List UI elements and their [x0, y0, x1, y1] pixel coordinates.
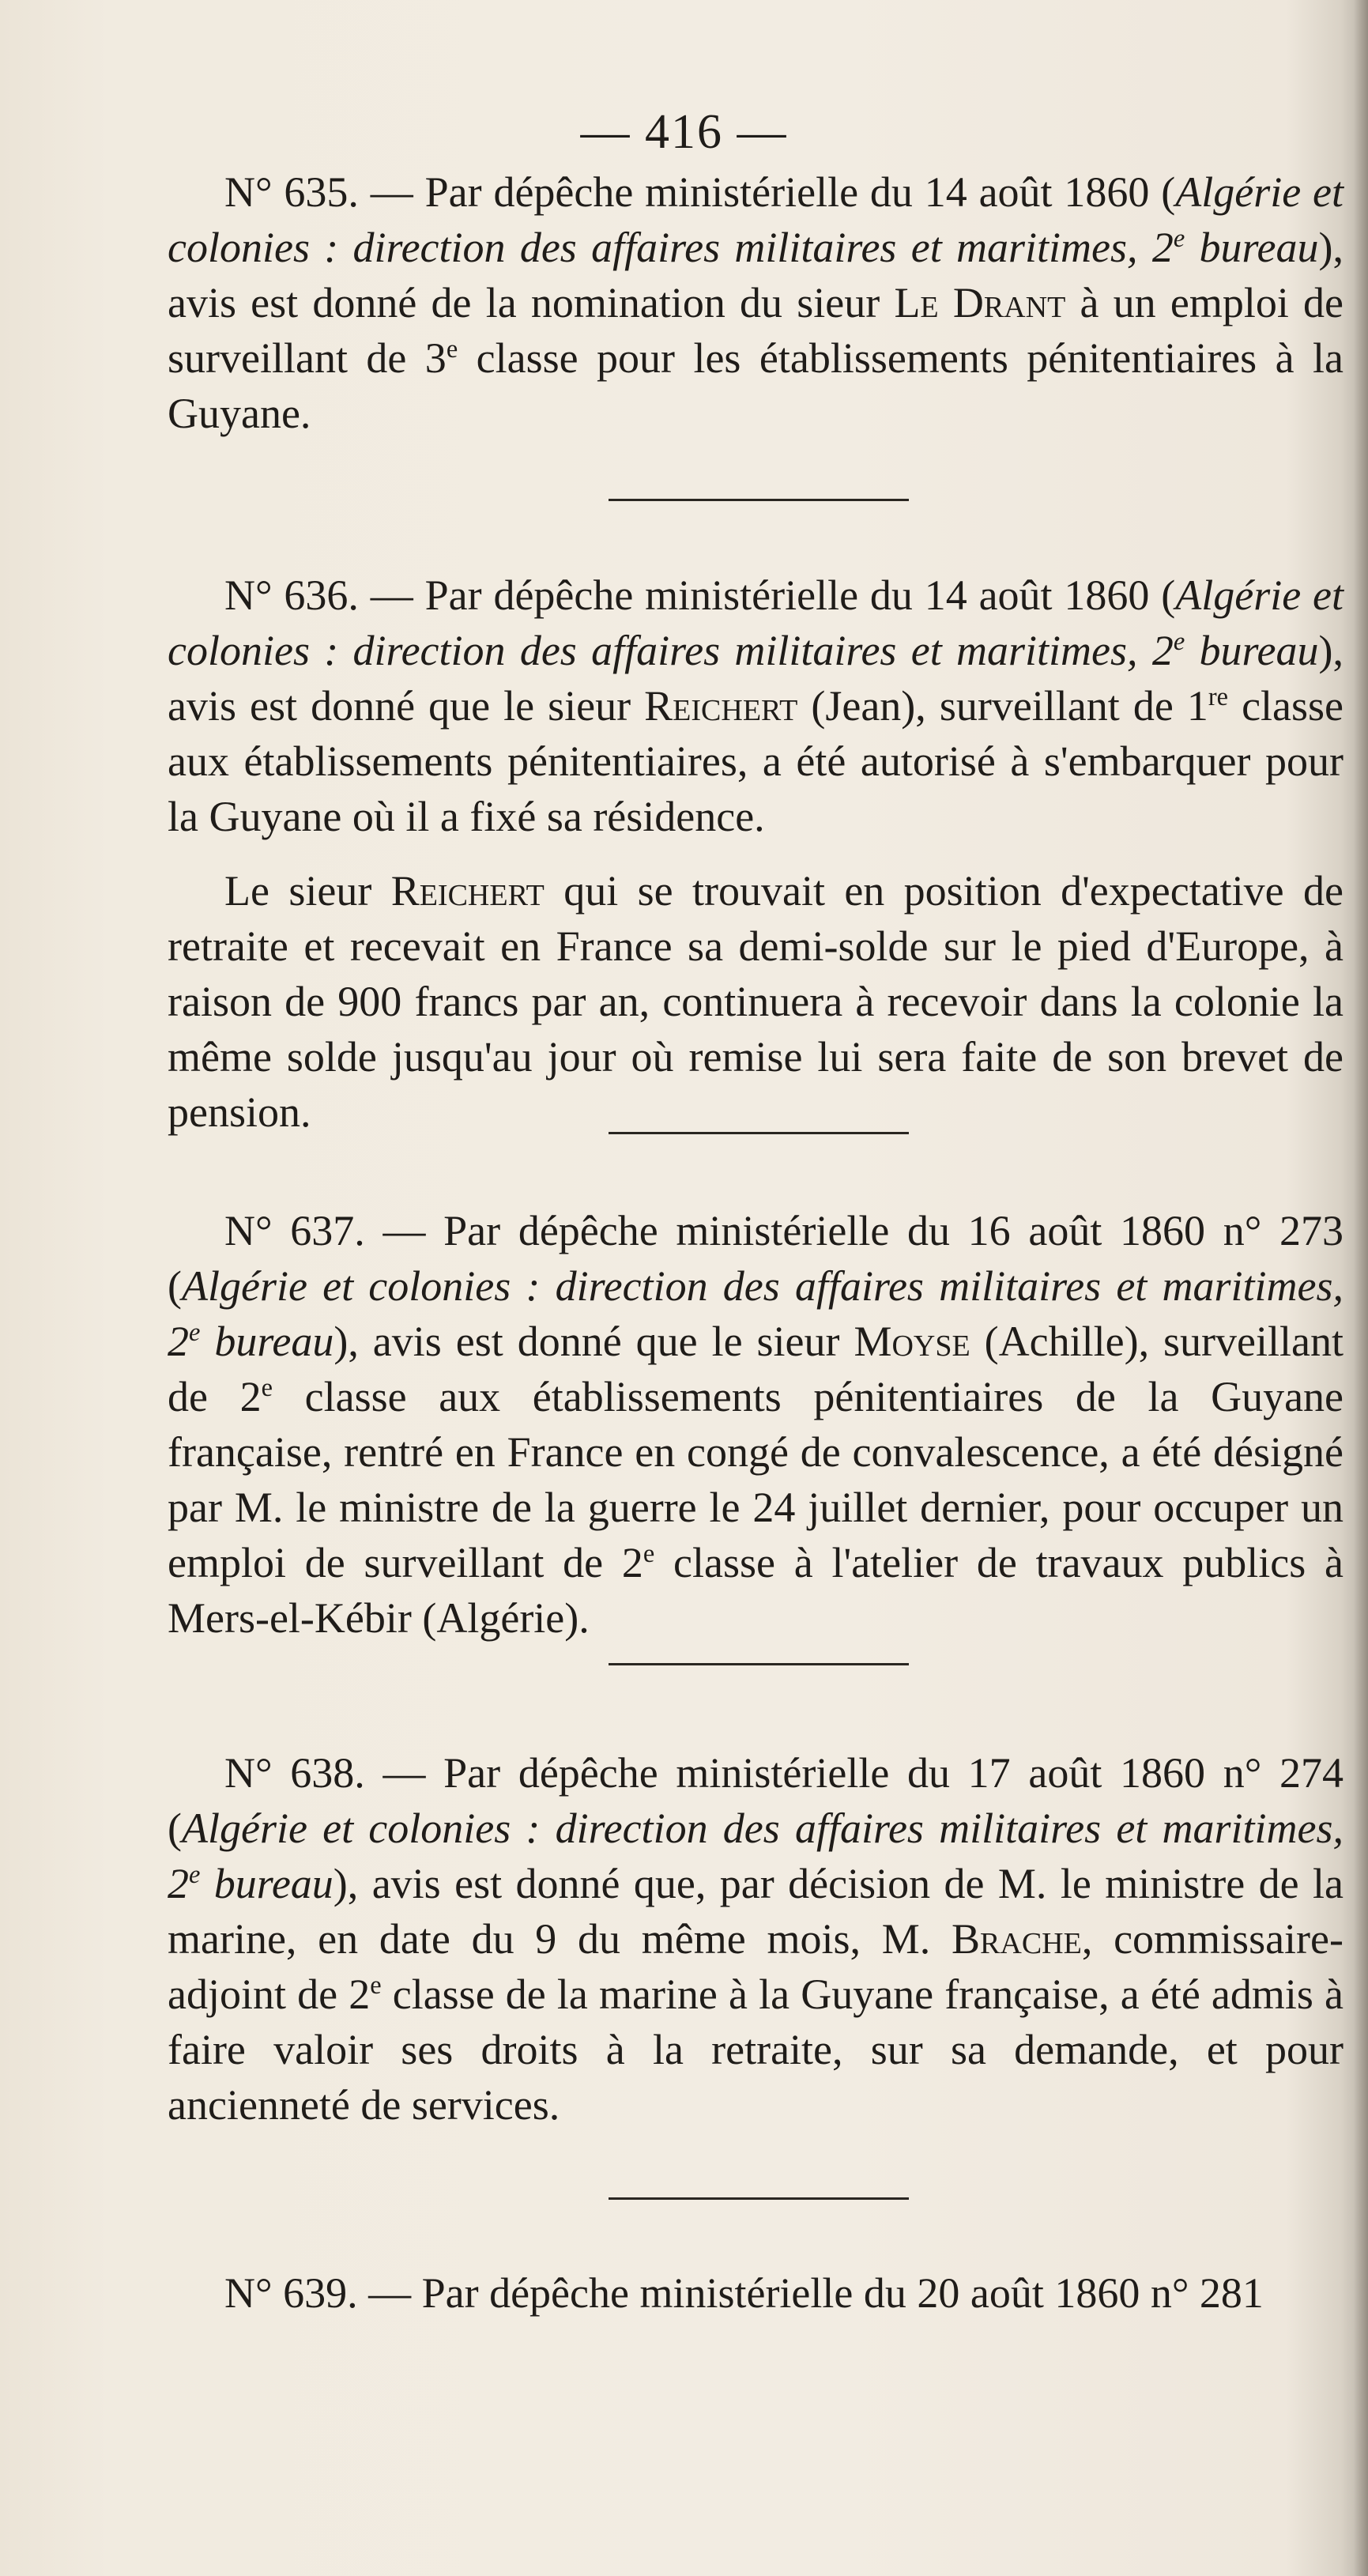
- entry-637: [168, 1203, 1344, 1646]
- entry-paragraph: [168, 863, 1344, 1140]
- italic-text: Algérie et colonies : direction des affaires militaires et maritimes, 2: [168, 1805, 1344, 1907]
- page-edge-shadow: [1354, 0, 1368, 2576]
- italic-text: bureau: [1185, 627, 1319, 674]
- entry-639: [168, 2265, 1344, 2321]
- text-run: Le sieur: [224, 867, 391, 915]
- text-run: ), avis est donné de la nomination du sieur: [168, 224, 1344, 326]
- entry-638: [168, 1745, 1344, 2133]
- text-run: , commissaire-adjoint de 2: [168, 1915, 1344, 2018]
- entry-paragraph: [168, 2265, 1344, 2321]
- entry-635: [168, 164, 1344, 441]
- text-run: e: [261, 1374, 273, 1402]
- text-run: e: [643, 1540, 655, 1568]
- text-run: (Achille), surveillant de 2: [168, 1318, 1344, 1420]
- text-run: N° 635. — Par dépêche ministérielle du 14 août 1860 (: [224, 168, 1176, 216]
- italic-text: e: [1173, 628, 1185, 656]
- person-name: Reichert: [390, 867, 545, 915]
- text-run: ), avis est donné que le sieur: [334, 1318, 854, 1365]
- text-run: N° 638. — Par dépêche ministérielle du 17 août 1860 n° 274 (: [168, 1749, 1344, 1852]
- entry-paragraph: [168, 1745, 1344, 2133]
- text-run: N° 639. — Par dépêche ministérielle du 20 août 1860 n° 281: [224, 2269, 1264, 2317]
- person-name: Brache: [952, 1915, 1082, 1963]
- text-run: qui se trouvait en position d'expectative de retraite et recevait en France sa demi-solde sur le pied d'Europe, à raison de 900 francs par an, continuera à recevoir dans la colonie la même solde jusqu'au jour où remise lui sera faite de son brevet de pension.: [168, 867, 1344, 1136]
- separator-rule: [609, 2197, 909, 2200]
- text-run: classe aux établissements pénitentiaires, a été autorisé à s'embarquer pour la Guyane où il a fixé sa résidence.: [168, 682, 1344, 840]
- text-run: e: [370, 1971, 382, 2000]
- italic-text: e: [189, 1861, 201, 1889]
- entry-paragraph: [168, 568, 1344, 844]
- text-run: N° 636. — Par dépêche ministérielle du 14 août 1860 (: [224, 571, 1176, 619]
- italic-text: Algérie et colonies : direction des affaires militaires et maritimes, 2: [168, 571, 1344, 674]
- italic-text: Algérie et colonies : direction des affaires militaires et maritimes, 2: [168, 1262, 1344, 1365]
- separator-rule: [609, 1132, 909, 1134]
- text-run: N° 637. — Par dépêche ministérielle du 16 août 1860 n° 273 (: [168, 1207, 1344, 1310]
- italic-text: e: [1173, 224, 1185, 253]
- text-run: à un emploi de surveillant de 3: [168, 279, 1344, 382]
- person-name: Moyse: [854, 1318, 970, 1365]
- separator-rule: [609, 1663, 909, 1665]
- italic-text: e: [189, 1318, 201, 1347]
- italic-text: bureau: [1185, 224, 1319, 271]
- text-run: ), avis est donné que, par décision de M. le ministre de la marine, en date du 9 du même mois, M.: [168, 1860, 1344, 1963]
- text-run: re: [1208, 683, 1229, 711]
- italic-text: bureau: [200, 1860, 334, 1907]
- text-run: (Jean), surveillant de 1: [797, 682, 1208, 730]
- text-run: ), avis est donné que le sieur: [168, 627, 1344, 730]
- text-run: classe aux établissements pénitentiaires de la Guyane française, rentré en France en congé de convalescence, a été désigné par M. le ministre de la guerre le 24 juillet dernier, pour occuper un emploi de surveillant de 2: [168, 1373, 1344, 1586]
- italic-text: Algérie et colonies : direction des affaires militaires et maritimes, 2: [168, 168, 1344, 271]
- text-run: e: [446, 335, 458, 364]
- page-number: — 416 —: [580, 105, 788, 159]
- entry-636: [168, 568, 1344, 1140]
- person-name: Le Drant: [894, 279, 1066, 326]
- entry-paragraph: [168, 1203, 1344, 1646]
- entry-paragraph: [168, 164, 1344, 441]
- text-run: classe à l'atelier de travaux publics à Mers-el-Kébir (Algérie).: [168, 1539, 1344, 1642]
- text-run: classe de la marine à la Guyane française, a été admis à faire valoir ses droits à la retraite, sur sa demande, et pour ancienneté de services.: [168, 1971, 1344, 2129]
- person-name: Reichert: [644, 682, 798, 730]
- italic-text: bureau: [200, 1318, 334, 1365]
- text-run: classe pour les établissements pénitentiaires à la Guyane.: [168, 334, 1344, 437]
- separator-rule: [609, 499, 909, 501]
